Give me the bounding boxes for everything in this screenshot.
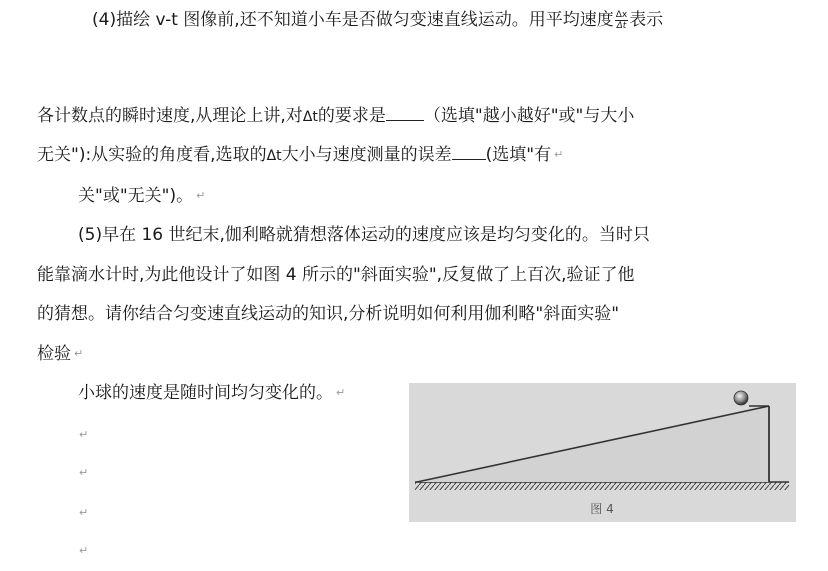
figure-caption: 图 4: [590, 502, 614, 516]
incline-figure: [409, 383, 796, 522]
q4-line-2-text-b: 的要求是: [317, 106, 386, 126]
q4-line-3-text-c: (选填"有: [485, 145, 552, 165]
ball: [734, 391, 748, 405]
q4-line-4: [78, 184, 205, 208]
q5-line-2: [37, 263, 634, 287]
q5-line-5: [78, 381, 345, 405]
fraction-numerator: Δx: [615, 9, 628, 20]
ground-hatching: [415, 482, 789, 490]
q4-line-2-text-c: （选填"越小越好"或"与大小: [423, 106, 635, 126]
q4-line-3-text-b: 大小与速度测量的误差: [281, 145, 452, 165]
q4-line-1-tail: 表示: [629, 10, 664, 30]
paragraph-mark: ↵: [74, 347, 84, 360]
paragraph-mark: ↵: [79, 506, 89, 519]
paragraph-mark: ↵: [196, 189, 206, 202]
q5-line-4-text: 检验: [37, 344, 71, 364]
answer-blank-1[interactable]: [386, 104, 424, 121]
delta-t-symbol: Δt: [302, 109, 318, 125]
paragraph-mark: ↵: [79, 544, 89, 557]
q5-line-2-text: 能靠滴水计时,为此他设计了如图 4 所示的"斜面实验",反复做了上百次,验证了他: [37, 265, 635, 285]
paragraph-mark: ↵: [79, 466, 89, 479]
paragraph-mark: ↵: [79, 428, 89, 441]
paragraph-mark: ↵: [554, 148, 564, 161]
q5-line-1: [78, 223, 650, 247]
delta-t-symbol: Δt: [266, 148, 282, 164]
q4-line-3-text-a: 无关"):从实验的角度看,选取的: [37, 145, 267, 165]
answer-blank-2[interactable]: [452, 143, 486, 160]
q4-line-4-text: 关"或"无关")。: [78, 186, 194, 206]
q5-line-4: [37, 342, 83, 366]
q4-line-2: [37, 104, 634, 129]
q4-line-3: [37, 143, 563, 168]
q5-line-5-text: 小球的速度是随时间均匀变化的。: [78, 383, 333, 403]
fraction-denominator: Δt: [616, 20, 627, 31]
q5-line-3: [37, 302, 619, 326]
incline-diagram: [409, 383, 796, 522]
q5-line-1-text: (5)早在 16 世纪末,伽利略就猜想落体运动的速度应该是均匀变化的。当时只: [78, 225, 650, 245]
q5-line-3-text: 的猜想。请你结合匀变速直线运动的知识,分析说明如何利用伽利略"斜面实验": [37, 304, 620, 324]
q4-line-2-text-a: 各计数点的瞬时速度,从理论上讲,对: [37, 106, 303, 126]
q4-line-1-text: (4)描绘 v-t 图像前,还不知道小车是否做匀变速直线运动。用平均速度: [92, 10, 614, 30]
paragraph-mark: ↵: [336, 386, 346, 399]
delta-x-over-delta-t-fraction: [615, 10, 628, 31]
q4-line-1: [92, 8, 663, 32]
